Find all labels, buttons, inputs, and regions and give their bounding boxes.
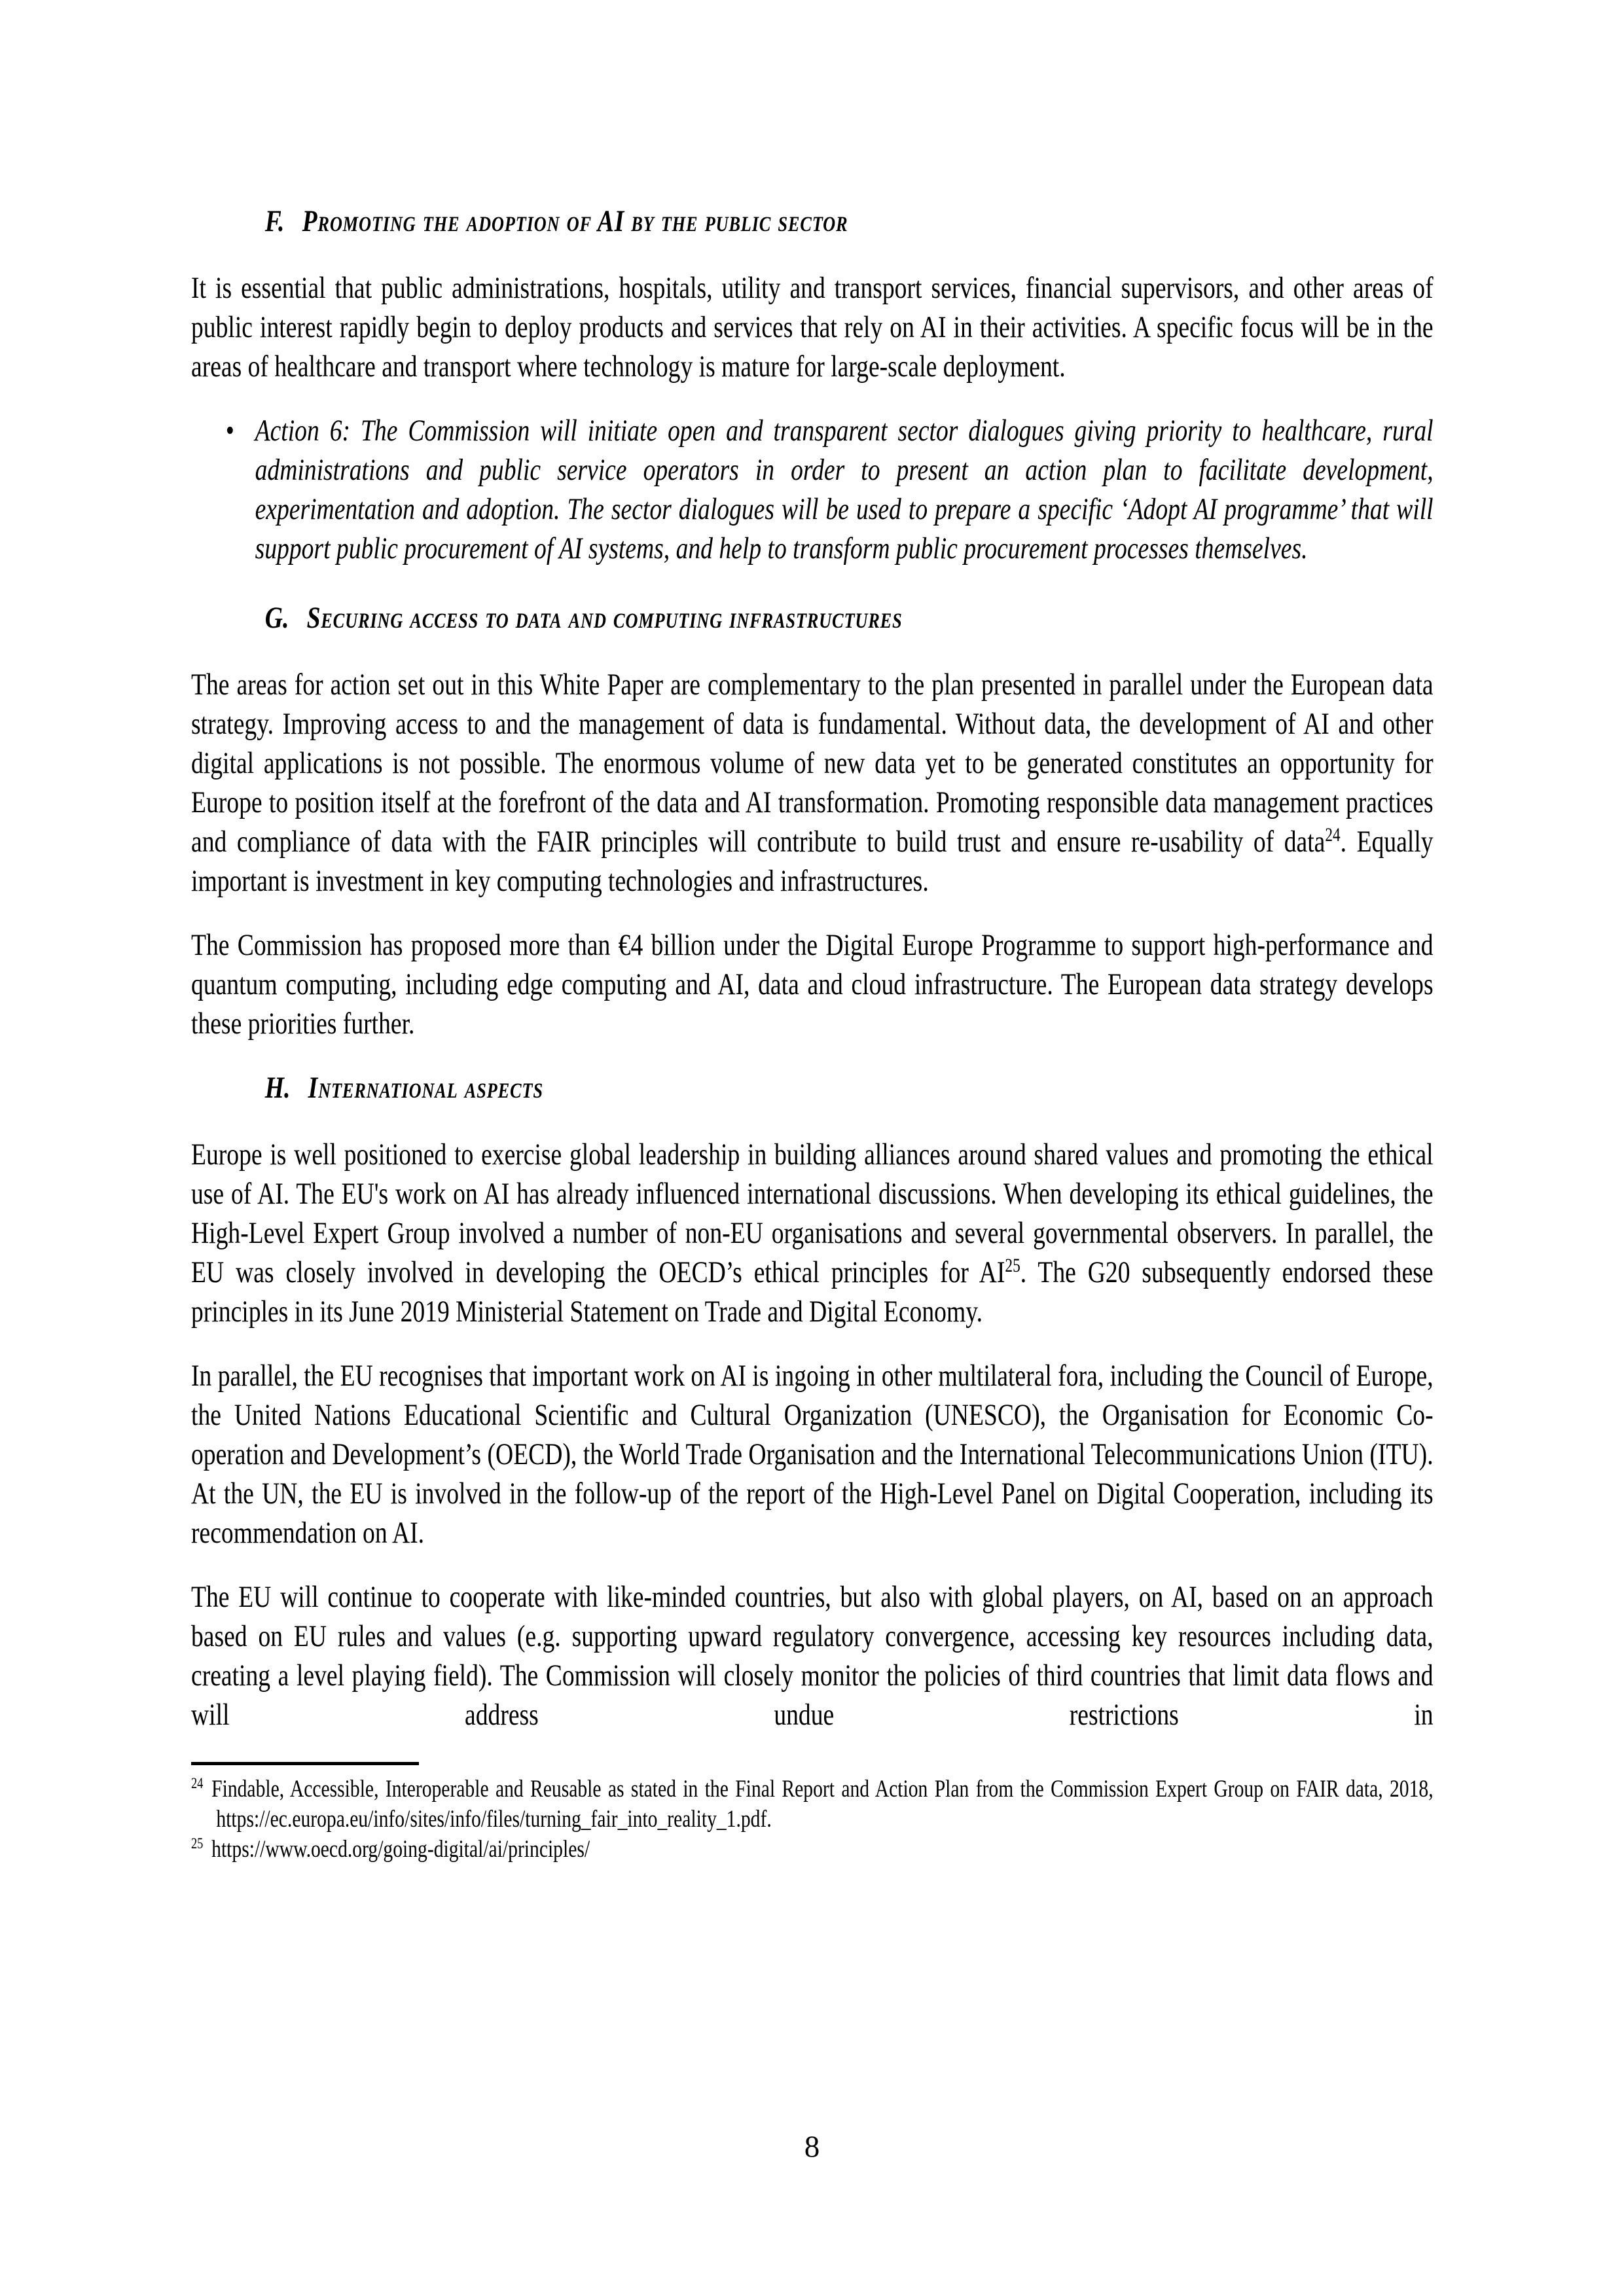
- footnote-24-number: 24: [191, 1775, 204, 1792]
- paragraph-h2: In parallel, the EU recognises that important work on AI is ingoing in other multilateral fora, including the Council of Europe, the United Nations Educational Scientific and Cultural Organization (UNESCO), the Organisation for Economic Co-operation and Development’s (OECD), the World Trade Organisation and the International Telecommunications Union (ITU). At the UN, the EU is involved in the follow-up of the report of the High-Level Panel on Digital Cooperation, including its recommendation on AI.: [191, 1359, 1434, 1550]
- paragraph-f: It is essential that public administrations, hospitals, utility and transport services, financial supervisors, and other areas of public interest rapidly begin to deploy products and services that rely on AI in their activities. A specific focus will be in the areas of healthcare and transport where technology is mature for large-scale deployment.: [191, 271, 1434, 384]
- footnote-24-text: Findable, Accessible, Interoperable and Reusable as stated in the Final Report and Action Plan from the Commission Expert Group on FAIR data, 2018, https://ec.europa.eu/info/sites/info/files/turning_fair_into_reality_1.pdf.: [211, 1776, 1434, 1833]
- footnotes-block: [191, 1774, 1434, 1865]
- section-heading-g: [265, 598, 1434, 637]
- footnote-separator: [191, 1762, 419, 1765]
- section-title-g: Securing access to data and computing infrastructures: [306, 601, 903, 635]
- section-title-f: Promoting the adoption of AI by the public sector: [302, 204, 848, 238]
- paragraph-g1: The areas for action set out in this White Paper are complementary to the plan presented in parallel under the European data strategy. Improving access to and the management of data is fundamental. Without data, the development of AI and other digital applications is not possible. The enormous volume of new data yet to be generated constitutes an opportunity for Europe to position itself at the forefront of the data and AI transformation. Promoting responsible data management practices and compliance of data with the FAIR principles will contribute to build trust and ensure re-usability of data$^{24}$. Equally important is investment in key computing technologies and infrastructures.: [191, 668, 1434, 898]
- action-6-text: Action 6: The Commission will initiate open and transparent sector dialogues giving priority to healthcare, rural administrations and public service operators in order to present an action plan to facilitate development, experimentation and adoption. The sector dialogues will be used to prepare a specific ‘Adopt AI programme’ that will support public procurement of AI systems, and help to transform public procurement processes themselves.: [255, 414, 1434, 565]
- footnote-25-text: https://www.oecd.org/going-digital/ai/principles/: [211, 1836, 590, 1863]
- section-heading-h: [265, 1068, 1434, 1107]
- page-number: 8: [804, 2130, 820, 2164]
- section-letter-g: G.: [264, 601, 289, 635]
- paragraph-h1: Europe is well positioned to exercise global leadership in building alliances around shared values and promoting the ethical use of AI. The EU's work on AI has already influenced international discussions. When developing its ethical guidelines, the High-Level Expert Group involved a number of non-EU organisations and several governmental observers. In parallel, the EU was closely involved in developing the OECD’s ethical principles for AI$^{25}$. The G20 subsequently endorsed these principles in its June 2019 Ministerial Statement on Trade and Digital Economy.: [191, 1138, 1434, 1329]
- action-list: [191, 411, 1434, 568]
- footnote-25-number: 25: [191, 1835, 204, 1852]
- section-heading-f: [265, 202, 1434, 241]
- text-column: [191, 202, 1434, 1865]
- section-letter-f: F.: [264, 204, 285, 238]
- section-title-h: International aspects: [308, 1071, 543, 1105]
- paragraph-g2: The Commission has proposed more than €4 billion under the Digital Europe Programme to support high-performance and quantum computing, including edge computing and AI, data and cloud infrastructure. The European data strategy develops these priorities further.: [191, 928, 1434, 1041]
- footnote-24: [191, 1774, 1434, 1835]
- paragraph-h3: The EU will continue to cooperate with like-minded countries, but also with global players, on AI, based on an approach based on EU rules and values (e.g. supporting upward regulatory convergence, accessing key resources including data, creating a level playing field). The Commission will closely monitor the policies of third countries that limit data flows and will address undue restrictions in: [191, 1580, 1434, 1732]
- footnote-25: [191, 1835, 1434, 1865]
- page-footer: [0, 2127, 1624, 2166]
- action-6-bullet: [255, 411, 1434, 568]
- section-letter-h: H.: [264, 1071, 291, 1105]
